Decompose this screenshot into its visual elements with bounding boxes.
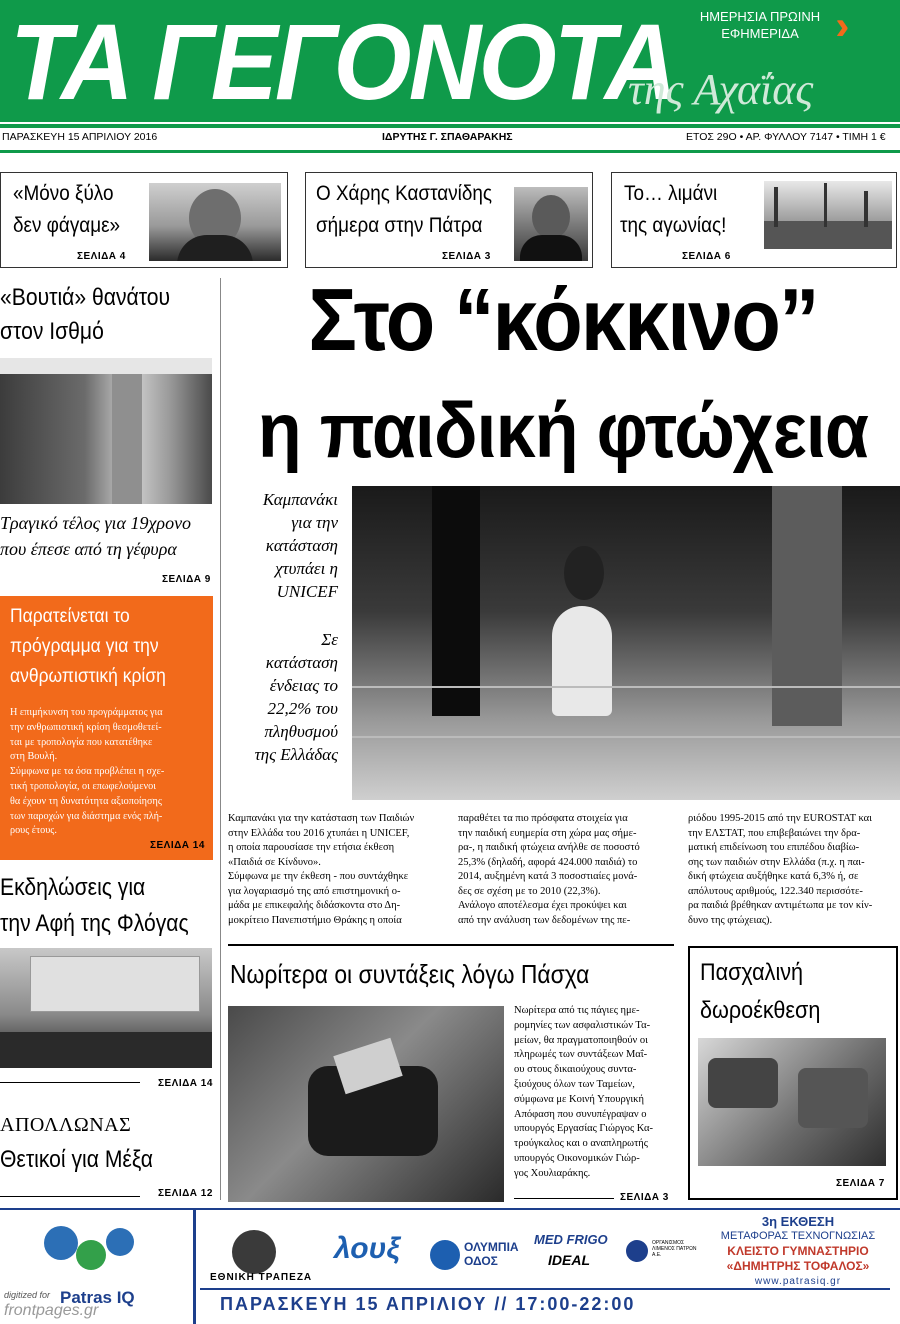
story-line: «Παιδιά σε Κίνδυνο».: [228, 856, 321, 868]
expo-line3: ΚΛΕΙΣΤΟ ΓΥΜΝΑΣΤΗΡΙΟ: [727, 1244, 869, 1258]
pensions-rule: [228, 944, 674, 946]
main-story-col3: [688, 812, 900, 928]
story-line: μάδα με επικεφαλής διδάσκοντα στο Δη-: [228, 900, 401, 911]
orange-body-line: Σύμφωνα με τα όσα προβλέπει η σχε-: [10, 766, 165, 778]
daily-label-line2: ΕΦΗΜΕΡΙΔΑ: [721, 26, 799, 41]
teaser-2-line1: Ο Χάρης Καστανίδης: [316, 182, 492, 205]
patras-iq-block: [0, 1210, 196, 1324]
pensions-line: γος Χουλιαράκης.: [514, 1167, 591, 1179]
kicker-line: της Ελλάδας: [254, 745, 338, 764]
teaser-1-photo: [149, 183, 281, 261]
main-headline-line1: Στο “κόκκινο”: [308, 270, 818, 369]
flame-rule: [0, 1082, 140, 1083]
expo-line4: «ΔΗΜΗΤΡΗΣ ΤΟΦΑΛΟΣ»: [726, 1259, 870, 1273]
story-line: η οποία παρουσίασε την ετήσια έκθεση: [228, 842, 395, 853]
orange-body-line: ται με τροπολογία που κατατέθηκε: [10, 736, 153, 748]
story-line: την παιδική ευημερία στη χώρα μας σήμε-: [458, 827, 637, 839]
pensions-line: ξιούχους όλων των Ταμείων,: [514, 1078, 635, 1090]
kicker-line: κατάσταση: [265, 653, 338, 672]
story-line: δες σε σχέση με το 2010 (22,3%).: [458, 885, 601, 897]
issue-date: ΠΑΡΑΣΚΕΥΗ 15 ΑΠΡΙΛΙΟΥ 2016: [2, 131, 158, 143]
story-line: 25,3% (δηλαδή, αφορά 424.000 παιδιά) το: [458, 856, 638, 868]
teaser-3-photo: [764, 181, 892, 249]
main-story-col1: [228, 812, 444, 928]
kicker-line: 22,2% του: [267, 699, 338, 718]
orange-headline-line1: Παρατείνεται το: [10, 606, 130, 627]
teaser-1-page: ΣΕΛΙΔΑ 4: [77, 251, 126, 262]
kicker-line: πληθυσμού: [264, 722, 338, 741]
easter-headline-line2: δωροέκθεση: [700, 997, 821, 1024]
masthead-title: ΤΑ ΓΕΓΟΝΟΤΑ: [10, 1, 675, 122]
isthmus-caption-line2: που έπεσε από τη γέφυρα: [0, 539, 177, 559]
issue-info: ΕΤΟΣ 29Ο • ΑΡ. ΦΥΛΛΟΥ 7147 • ΤΙΜΗ 1 €: [686, 131, 886, 143]
easter-box[interactable]: [688, 946, 898, 1200]
teaser-3-line2: της αγωνίας!: [620, 214, 727, 237]
medfrigo-logo: MED FRIGO: [534, 1232, 608, 1247]
gear-icon: [44, 1226, 78, 1260]
story-line: ρα-, η παιδική φτώχεια ανήλθε σε ποσοστό: [458, 842, 640, 853]
isthmus-caption-line1: Τραγικό τέλος για 19χρονο: [0, 513, 192, 533]
teaser-1-line2: δεν φάγαμε»: [13, 214, 121, 237]
flame-headline-line1: Εκδηλώσεις για: [0, 874, 146, 901]
kicker-line: ένδειας το: [269, 676, 338, 695]
story-line: δυνο της φτώχειας).: [688, 914, 773, 926]
story-line: 2014, αυξημένη κατά 3 ποσοστιαίες μονά-: [458, 871, 638, 882]
lous-logo: λουξ: [334, 1232, 400, 1265]
pensions-line: πληρωμές των συντάξεων Μαΐ-: [514, 1049, 648, 1061]
kicker-line: Καμπανάκι: [262, 490, 338, 509]
olympia-name: [464, 1240, 519, 1268]
digitized-label: digitized for: [4, 1290, 51, 1300]
teaser-2-page: ΣΕΛΙΔΑ 3: [442, 251, 491, 262]
easter-headline-line1: Πασχαλινή: [700, 959, 804, 986]
orange-body-line: την ανθρωπιστική κρίση θεσμοθετεί-: [10, 721, 162, 733]
kicker-line: χτυπάει η: [275, 559, 338, 578]
main-headline-line2: η παιδική φτώχεια: [257, 386, 869, 474]
story-line: για λογαριασμό της από επιστημονική ο-: [228, 885, 401, 897]
pensions-line: Νωρίτερα από τις πάγιες ημε-: [514, 1005, 640, 1016]
ad-banner[interactable]: [0, 1208, 900, 1322]
isthmus-photo: [0, 358, 212, 504]
pensions-page-rule: [514, 1198, 614, 1199]
story-line: Ανάλογο αποτέλεσμα έχει προκύψει και: [458, 900, 627, 911]
kicker-line: για την: [291, 513, 338, 532]
story-line: ματική επιδείνωση του επιπέδου διαβίω-: [688, 842, 860, 853]
isthmus-headline-line2: στον Ισθμό: [0, 318, 104, 345]
watermark: frontpages.gr: [4, 1302, 99, 1319]
pensions-page: ΣΕΛΙΔΑ 3: [620, 1192, 669, 1203]
orange-headline: [10, 602, 166, 692]
expo-block: [704, 1214, 892, 1289]
pensions-line: ου στους δικαιούχους συντα-: [514, 1064, 637, 1076]
kicker-line: UNICEF: [276, 582, 338, 601]
teaser-2-line2: σήμερα στην Πάτρα: [316, 214, 483, 237]
pensions-body: [514, 1004, 674, 1182]
patras-iq-logo: Patras IQ: [60, 1288, 135, 1307]
apollon-rule: [0, 1196, 140, 1197]
orange-body-line: θα έχουν τη δυνατότητα αξιοποίησης: [10, 795, 162, 807]
olympia-line2: ΟΔΟΣ: [464, 1254, 498, 1268]
story-line: Σύμφωνα με την έκθεση - που συντάχθηκε: [228, 871, 409, 882]
expo-line2: ΜΕΤΑΦΟΡΑΣ ΤΕΧΝΟΓΝΩΣΙΑΣ: [720, 1230, 876, 1242]
expo-line1: 3η ΕΚΘΕΣΗ: [761, 1214, 835, 1229]
olympia-line1: ΟΛΥΜΠΙΑ: [464, 1240, 519, 1254]
bank-logo-icon: [232, 1230, 276, 1274]
pensions-line: μείων, θα πραγματοποιηθούν οι: [514, 1034, 649, 1046]
apollon-page: ΣΕΛΙΔΑ 12: [158, 1188, 213, 1199]
flame-headline-line2: την Αφή της Φλόγας: [0, 910, 189, 937]
gear-icon: [106, 1228, 134, 1256]
expo-line5: www.patrasiq.gr: [754, 1276, 842, 1287]
pensions-line: υπουργός Οικονομικών Γιώρ-: [514, 1152, 640, 1164]
pensions-line: τρούγκαλος και ο αναπληρωτής: [514, 1138, 648, 1150]
story-line: ρα παιδιά βρέθηκαν αντιμέτωπα με τον κίν-: [688, 900, 873, 911]
daily-label-line1: ΗΜΕΡΗΣΙΑ ΠΡΩΙΝΗ: [699, 9, 821, 24]
kicker-line: Σε: [321, 630, 338, 649]
teaser-box-3[interactable]: [611, 172, 897, 268]
story-line: σης των παιδιών στην Ελλάδα (π.χ. η παι-: [688, 856, 865, 868]
column-divider: [220, 278, 221, 1200]
orange-body-line: ρους έτους.: [10, 825, 57, 837]
apollon-headline: Θετικοί για Μέξα: [0, 1146, 153, 1173]
story-line: μοκρίτειο Πανεπιστήμιο Θράκης η οποία: [228, 914, 402, 926]
orange-body-line: των παροχών για διάστημα ενός πλή-: [10, 810, 163, 822]
isthmus-headline-line1: «Βουτιά» θανάτου: [0, 284, 171, 311]
flame-page: ΣΕΛΙΔΑ 14: [158, 1078, 213, 1089]
kicker-unicef: [232, 488, 338, 603]
story-line: Καμπανάκι για την κατάσταση των Παιδιών: [228, 813, 415, 824]
kicker-poverty: [232, 628, 338, 766]
masthead-subtitle: της Αχαΐας: [628, 65, 814, 114]
info-rule-bottom: [0, 150, 900, 153]
info-rule-top: [0, 124, 900, 128]
orange-body-line: στη Βουλή.: [10, 751, 58, 763]
teaser-3-line1: Το… λιμάνι: [624, 182, 718, 205]
teaser-1-line1: «Μόνο ξύλο: [13, 182, 114, 205]
main-photo-child: [352, 486, 900, 800]
easter-page: ΣΕΛΙΔΑ 7: [836, 1178, 885, 1189]
teaser-box-1[interactable]: [0, 172, 288, 268]
pensions-line: Απόφαση που συνυπέγραψαν ο: [514, 1108, 647, 1120]
story-line: στην Ελλάδα του 2016 χτυπάει η UNICEF,: [228, 827, 410, 839]
story-line: δική φτώχεια αυξήθηκε κατά 6,3% ή, σε: [688, 871, 859, 882]
teaser-3-page: ΣΕΛΙΔΑ 6: [682, 251, 731, 262]
bank-name: ΕΘΝΙΚΗ ΤΡΑΠΕΖΑ: [210, 1272, 313, 1283]
story-line: παραθέτει τα πιο πρόσφατα στοιχεία για: [458, 813, 628, 824]
apollon-kicker: ΑΠΟΛΛΩΝΑΣ: [0, 1114, 132, 1136]
teaser-box-2[interactable]: [305, 172, 593, 268]
story-line: απόλυτους αριθμούς, 122.340 περισσότε-: [688, 885, 863, 897]
orange-headline-line3: ανθρωπιστική κρίση: [10, 666, 166, 687]
orange-body-line: τική τροπολογία, οι επωφελούμενοι: [10, 780, 156, 792]
port-name: ΟΡΓΑΝΙΣΜΟΣ ΛΙΜΕΝΟΣ ΠΑΤΡΩΝ Α.Ε.: [652, 1240, 697, 1258]
olympia-logo-icon: [430, 1240, 460, 1270]
teaser-2-photo: [514, 187, 588, 261]
pensions-photo: [228, 1006, 504, 1202]
orange-body: [10, 706, 210, 839]
story-line: ριόδου 1995-2015 από την EUROSTAT και: [688, 813, 873, 824]
isthmus-page: ΣΕΛΙΔΑ 9: [162, 574, 211, 585]
ad-date-line: ΠΑΡΑΣΚΕΥΗ 15 ΑΠΡΙΛΙΟΥ // 17:00-22:00: [220, 1294, 636, 1314]
gear-icon: [76, 1240, 106, 1270]
founder: ΙΔΡΥΤΗΣ Γ. ΣΠΑΘΑΡΑΚΗΣ: [382, 131, 513, 143]
main-story-col2: [458, 812, 674, 928]
easter-headline: [700, 954, 820, 1030]
pensions-line: υπουργός Εργασίας Γιώργος Κα-: [514, 1123, 653, 1135]
daily-label: [690, 8, 830, 42]
easter-photo: [698, 1038, 886, 1166]
orange-body-line: Η επιμήκυνση του προγράμματος για: [10, 707, 163, 718]
kicker-line: κατάσταση: [265, 536, 338, 555]
orange-page: ΣΕΛΙΔΑ 14: [150, 840, 205, 851]
ad-date-rule: [200, 1288, 890, 1290]
pensions-line: σύμφωνα με Κοινή Υπουργική: [514, 1093, 644, 1105]
orange-headline-line2: πρόγραμμα για την: [10, 636, 159, 657]
story-line: την ΕΛΣΤΑΤ, που επιβεβαιώνει την δρα-: [688, 827, 861, 839]
ideal-logo: IDEAL: [548, 1252, 590, 1268]
story-line: από την ανάλυση των δεδομένων της πε-: [458, 914, 631, 926]
port-logo-icon: [626, 1240, 648, 1262]
pensions-headline: Νωρίτερα οι συντάξεις λόγω Πάσχα: [230, 959, 590, 989]
pensions-line: ρομηνίες των ασφαλιστικών Τα-: [514, 1019, 651, 1031]
flame-photo: [0, 948, 212, 1068]
